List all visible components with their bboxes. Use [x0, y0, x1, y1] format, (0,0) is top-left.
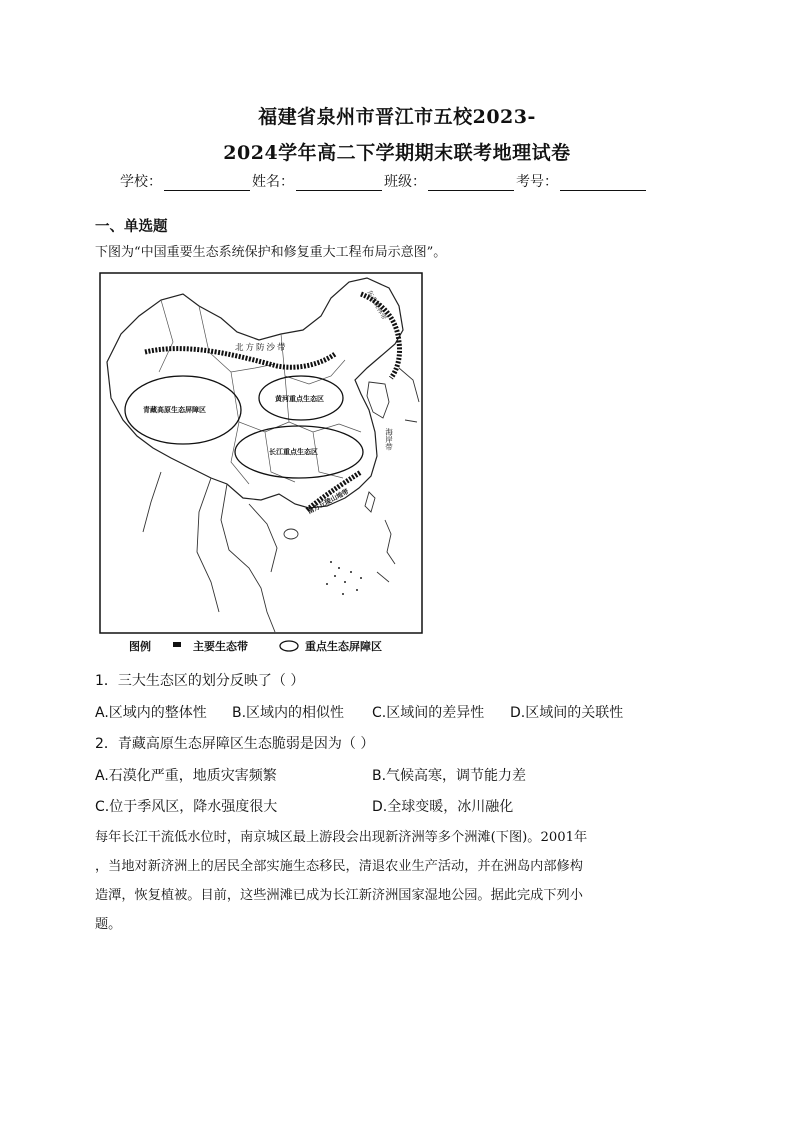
legend-title: 图例	[129, 640, 151, 653]
label-yellow-river: 黄河重点生态区	[275, 395, 324, 403]
passage	[95, 823, 705, 939]
section-heading: 一、单选题	[95, 219, 168, 235]
class-label: 班级：	[384, 174, 426, 190]
passage-line-2: ，当地对新济洲上的居民全部实施生态移民，清退农业生产活动，并在洲岛内部修构	[95, 859, 583, 874]
q2-option-d[interactable]: D.全球变暖，冰川融化	[372, 799, 514, 815]
q2-option-b[interactable]: B.气候高寒，调节能力差	[372, 768, 527, 784]
q2-option-a[interactable]: A.石漠化严重，地质灾害频繁	[95, 768, 277, 784]
label-coastal	[384, 427, 393, 452]
legend-barrier-symbol	[280, 641, 298, 651]
passage-line-4: 题。	[95, 917, 122, 932]
school-label: 学校：	[120, 174, 162, 190]
label-south-hills: 南方丘陵山地带	[306, 487, 351, 516]
name-label: 姓名：	[252, 174, 294, 190]
label-yangtze: 长江重点生态区	[269, 448, 318, 456]
legend-belt-symbol	[173, 642, 181, 647]
student-info-row	[120, 171, 648, 191]
label-belt-northeast: 东北森林带	[365, 289, 389, 322]
map-legend	[129, 639, 382, 653]
ecology-map	[99, 272, 423, 658]
legend-barrier-label: 重点生态屏障区	[305, 640, 382, 653]
q1-option-c[interactable]: C.区域间的差异性	[372, 705, 485, 721]
passage-line-1: 每年长江干流低水位时，南京城区最上游段会出现新济洲等多个洲滩(下图)。2001年	[95, 830, 588, 845]
figure-intro: 下图为“中国重要生态系统保护和修复重大工程布局示意图”。	[95, 245, 447, 260]
question-2-stem: 2．青藏高原生态屏障区生态脆弱是因为（ ）	[95, 736, 375, 752]
class-blank[interactable]	[428, 174, 514, 191]
exam-title-line-2: 2024学年高二下学期期末联考地理试卷	[223, 142, 571, 164]
name-blank[interactable]	[296, 174, 382, 191]
number-blank[interactable]	[560, 174, 646, 191]
label-qinghai-tibet: 青藏高原生态屏障区	[143, 406, 206, 414]
passage-line-3: 造潭，恢复植被。目前，这些洲滩已成为长江新济洲国家湿地公园。据此完成下列小	[95, 888, 583, 903]
q2-option-c[interactable]: C.位于季风区，降水强度很大	[95, 799, 278, 815]
exam-title-line-1: 福建省泉州市晋江市五校2023-	[258, 106, 536, 128]
map-frame	[100, 273, 422, 633]
legend-belt-label: 主要生态带	[193, 640, 248, 653]
q1-option-d[interactable]: D.区域间的关联性	[510, 705, 624, 721]
label-belt-north: 北方防沙带	[235, 343, 288, 353]
number-label: 考号：	[516, 174, 558, 190]
school-blank[interactable]	[164, 174, 250, 191]
q1-option-b[interactable]: B.区域内的相似性	[232, 705, 345, 721]
q1-option-a[interactable]: A.区域内的整体性	[95, 705, 207, 721]
question-1-stem: 1．三大生态区的划分反映了（ ）	[95, 673, 305, 689]
label-coastal-text: 海岸带	[384, 428, 394, 451]
